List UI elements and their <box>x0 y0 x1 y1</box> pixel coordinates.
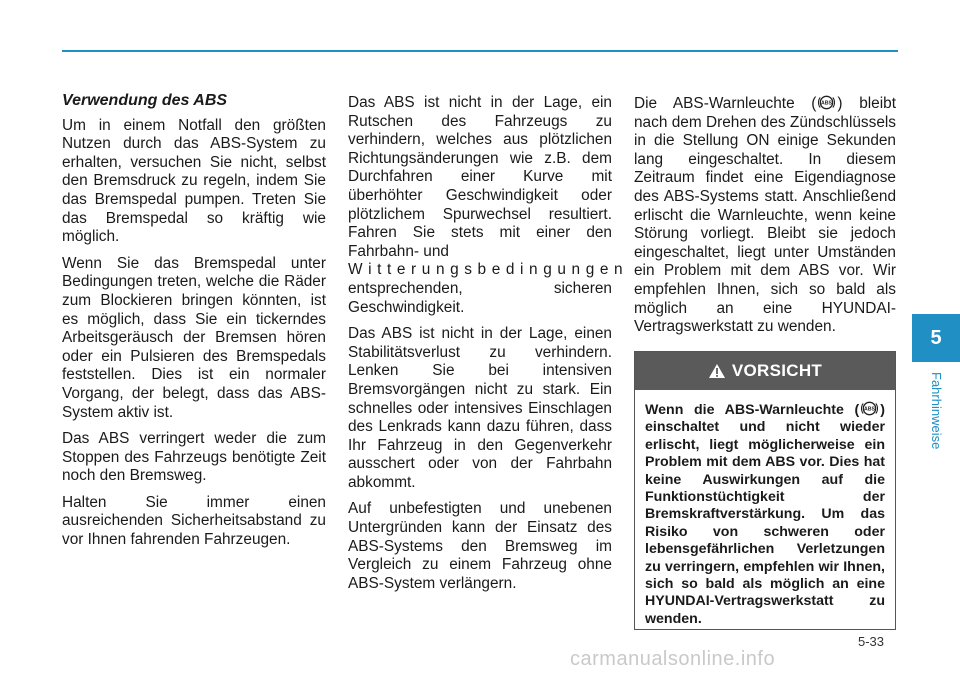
chapter-tab: 5 <box>912 314 960 362</box>
section-heading: Verwendung des ABS <box>62 92 228 109</box>
paragraph-text: ) bleibt nach dem Drehen des Zündschlüssels in die Stellung ON einige Sekunden lang eingeschaltet. In diesem Zeitraum findet eine Eigendiagnose des ABS-Systems statt. Anschließend erlischt die Warnleuchte, wenn keine Störung vorliegt. Bleibt sie jedoch eingeschaltet, liegt unter Umständen ein Problem mit dem ABS vor. Wir empfehlen Ihnen, sich so bald als möglich an eine HYUNDAI-Vertragswerkstatt zu wenden. <box>634 95 896 336</box>
paragraph <box>348 94 629 317</box>
column-2 <box>348 94 629 601</box>
column-3 <box>634 94 896 345</box>
warning-text-part: Wenn die ABS-Warnleuchte ( <box>645 402 860 418</box>
warning-text <box>635 390 895 628</box>
chapter-label: Fahrhinweise <box>929 372 944 450</box>
abs-warning-light-icon <box>861 400 878 417</box>
paragraph: Halten Sie immer einen ausreichenden Sicherheitsabstand zu vor Ihnen fahrenden Fahrzeugen. <box>62 493 326 549</box>
warning-header <box>635 352 895 390</box>
warning-box <box>634 351 896 630</box>
paragraph: Das ABS ist nicht in der Lage, einen Stabilitätsverlust zu verhindern. Lenken Sie bei intensiven Bremsvorgängen nicht zu stark. Ein schnelles oder intensives Einschlagen des Lenkrads kann dazu führen, dass Ihr Fahrzeug in den Gegenverkehr ausschert oder von der Fahrbahn abkommt. <box>348 325 612 491</box>
top-divider <box>62 50 898 52</box>
paragraph: Wenn Sie das Bremspedal unter Bedingungen treten, welche die Räder zum Blockieren bringen könnten, ist es möglich, dass Sie ein tickerndes Arbeitsgeräusch der Bremsen hören oder ein Pulsieren des Bremspedals feststellen. Dies ist ein normaler Vorgang, der belegt, dass das ABS-System aktiv ist. <box>62 254 326 421</box>
paragraph: Auf unbefestigten und unebenen Untergründen kann der Einsatz des ABS-Systems den Bremsweg im Vergleich zu einem Fahrzeug ohne ABS-System verlängern. <box>348 500 612 592</box>
paragraph-text: Die ABS-Warnleuchte ( <box>634 95 817 112</box>
paragraph-text-spaced: Witterungsbedingungen <box>348 261 629 279</box>
column-1 <box>62 92 326 558</box>
paragraph-text: Das ABS ist nicht in der Lage, ein Rutschen des Fahrzeugs zu verhindern, welches aus plötzlichen Richtungsänderungen wie z.B. dem Durchfahren einer Kurve mit überhöhter Geschwindigkeit oder plötzlichem Spurwechsel resultiert. Fahren Sie stets mit einer den Fahrbahn- und <box>348 94 612 260</box>
page-number: 5-33 <box>858 634 885 649</box>
paragraph: Um in einem Notfall den größten Nutzen durch das ABS-System zu erhalten, versuchen Sie nicht, selbst den Bremsdruck zu regeln, indem Sie das Bremspedal pumpen. Treten Sie das Bremspedal so kräftig wie möglich. <box>62 116 326 246</box>
paragraph: Das ABS verringert weder die zum Stoppen des Fahrzeugs benötigte Zeit noch den Bremsweg. <box>62 430 326 485</box>
warning-text-part: ) einschaltet und nicht wieder erlischt, liegt möglicherweise ein Problem mit dem ABS vor. Dies hat keine Auswirkungen auf die Funktionstüchtigkeit der Bremskraftverstärkung. Um das Risiko von schweren oder lebensgefährlichen Verletzungen zu verringern, empfehlen wir Ihnen, sich so bald als möglich an eine HYUNDAI-Vertragswerkstatt zu wenden. <box>645 402 885 627</box>
abs-icon-text: ABS <box>864 406 876 413</box>
watermark: carmanualsonline.info <box>570 648 776 670</box>
paragraph-text: entsprechenden, sicheren Geschwindigkeit. <box>348 279 612 316</box>
paragraph <box>634 94 896 337</box>
warning-triangle-icon <box>708 363 726 379</box>
abs-icon-text: ABS <box>821 100 833 107</box>
warning-title: VORSICHT <box>731 361 823 380</box>
abs-warning-light-icon <box>818 94 835 111</box>
